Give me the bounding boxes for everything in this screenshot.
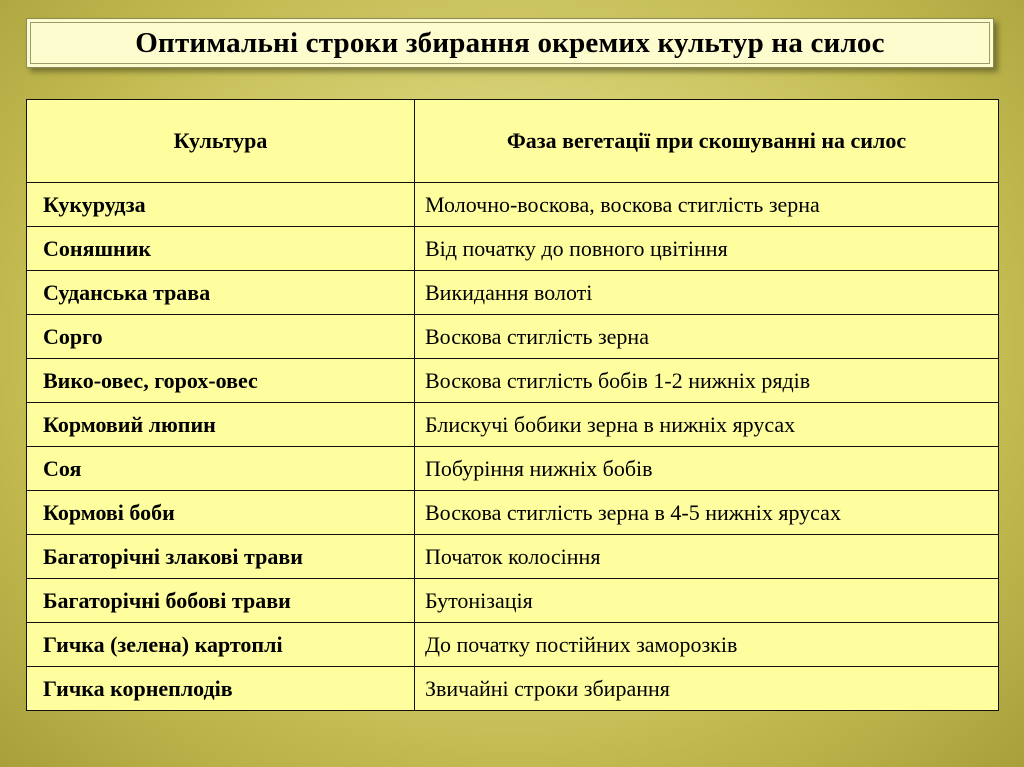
table-row — [27, 183, 999, 227]
slide-title: Оптимальні строки збирання окремих культур на силос — [135, 26, 885, 59]
header-phase: Фаза вегетації при скошуванні на силос — [415, 100, 999, 183]
crop-cell: Кормові боби — [27, 491, 415, 535]
crop-cell: Багаторічні злакові трави — [27, 535, 415, 579]
table-row — [27, 579, 999, 623]
phase-cell: Викидання волоті — [415, 271, 999, 315]
phase-cell: Від початку до повного цвітіння — [415, 227, 999, 271]
title-inner-frame — [30, 22, 990, 64]
table-row — [27, 359, 999, 403]
table-body — [27, 183, 999, 711]
crop-cell: Суданська трава — [27, 271, 415, 315]
crop-cell: Сорго — [27, 315, 415, 359]
title-box — [26, 18, 994, 68]
table-row — [27, 623, 999, 667]
phase-cell: Побуріння нижніх бобів — [415, 447, 999, 491]
phase-cell: Воскова стиглість бобів 1-2 нижніх рядів — [415, 359, 999, 403]
table-row — [27, 491, 999, 535]
crop-cell: Соняшник — [27, 227, 415, 271]
crop-cell: Кормовий люпин — [27, 403, 415, 447]
crop-cell: Гичка (зелена) картоплі — [27, 623, 415, 667]
crop-cell: Соя — [27, 447, 415, 491]
silage-harvest-table — [26, 99, 999, 711]
phase-cell: Воскова стиглість зерна — [415, 315, 999, 359]
table-row — [27, 227, 999, 271]
table-row — [27, 447, 999, 491]
phase-cell: Початок колосіння — [415, 535, 999, 579]
table-row — [27, 271, 999, 315]
table-row — [27, 535, 999, 579]
crop-cell: Гичка корнеплодів — [27, 667, 415, 711]
table-header-row — [27, 100, 999, 183]
table-row — [27, 403, 999, 447]
crop-cell: Багаторічні бобові трави — [27, 579, 415, 623]
table-row — [27, 315, 999, 359]
header-crop: Культура — [27, 100, 415, 183]
phase-cell: Молочно-воскова, воскова стиглість зерна — [415, 183, 999, 227]
phase-cell: Звичайні строки збирання — [415, 667, 999, 711]
crop-cell: Кукурудза — [27, 183, 415, 227]
phase-cell: Блискучі бобики зерна в нижніх ярусах — [415, 403, 999, 447]
table-row — [27, 667, 999, 711]
phase-cell: До початку постійних заморозків — [415, 623, 999, 667]
phase-cell: Воскова стиглість зерна в 4-5 нижніх ярусах — [415, 491, 999, 535]
crop-cell: Вико-овес, горох-овес — [27, 359, 415, 403]
phase-cell: Бутонізація — [415, 579, 999, 623]
